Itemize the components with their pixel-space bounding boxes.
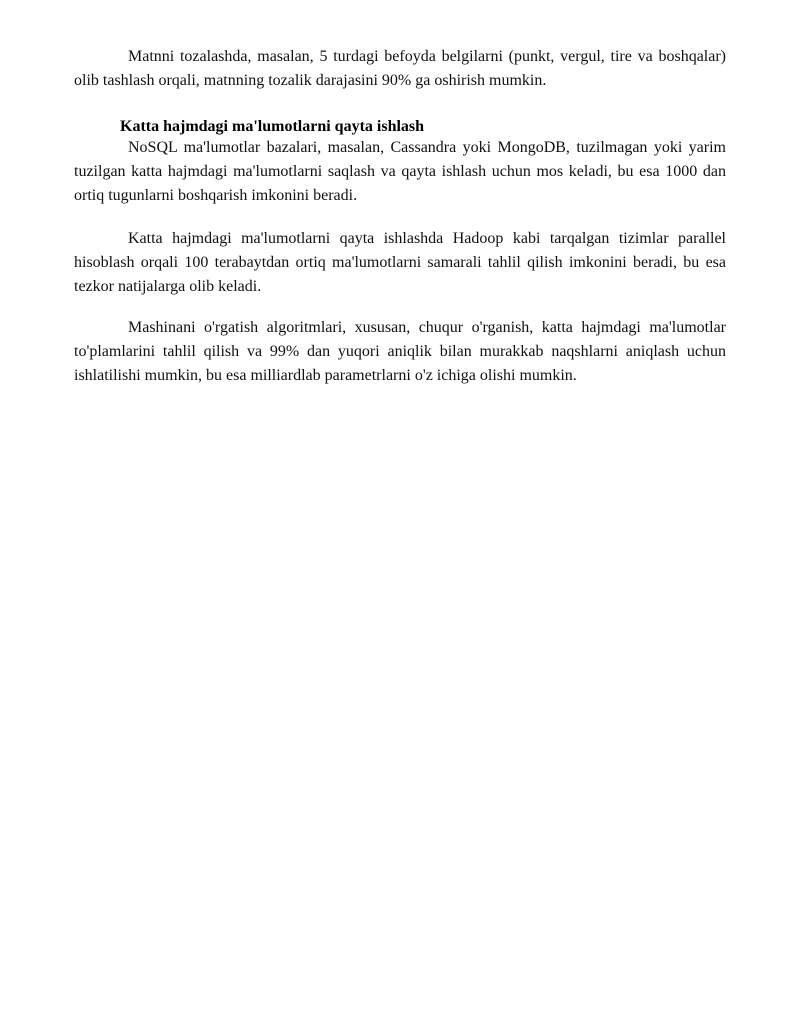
paragraph-machine-learning: Mashinani o'rgatish algoritmlari, xususan, chuqur o'rganish, katta hajmdagi ma'lumotlar to'plamlarini tahlil qilish va 99% dan yuqori aniqlik bilan murakkab naqshlarni aniqlash uchun ishlatilishi mumkin, bu esa milliardlab parametrlarni o'z ichiga olishi mumkin.	[74, 319, 726, 384]
paragraph-hadoop: Katta hajmdagi ma'lumotlarni qayta ishlashda Hadoop kabi tarqalgan tizimlar parallel hisoblash orqali 100 terabaytdan ortiq ma'lumotlarni samarali tahlil qilish imkonini beradi, bu esa tezkor natijalarga olib keladi.	[74, 230, 726, 295]
paragraph-text-cleaning: Matnni tozalashda, masalan, 5 turdagi befoyda belgilarni (punkt, vergul, tire va boshqalar) olib tashlash orqali, matnning tozalik darajasini 90% ga oshirish mumkin.	[74, 48, 726, 89]
paragraph-nosql: NoSQL ma'lumotlar bazalari, masalan, Cassandra yoki MongoDB, tuzilmagan yoki yarim tuzilgan katta hajmdagi ma'lumotlarni saqlash va qayta ishlash uchun mos keladi, bu esa 1000 dan ortiq tugunlarni boshqarish imkonini beradi.	[74, 139, 726, 204]
section-heading: Katta hajmdagi ma'lumotlarni qayta ishlash	[120, 118, 425, 135]
